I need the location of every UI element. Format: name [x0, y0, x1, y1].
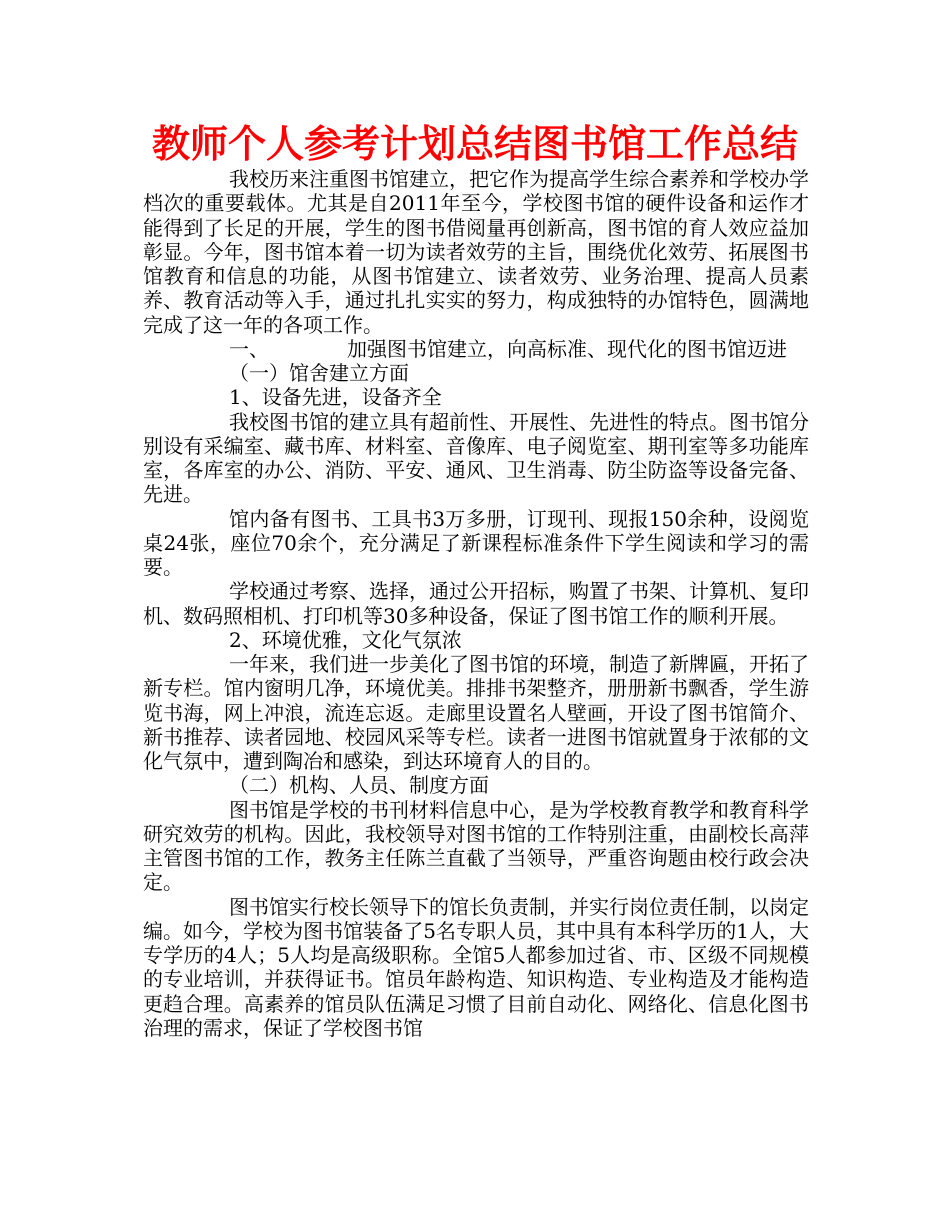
section-heading-text: 加强图书馆建立，向高标准、现代化的图书馆迈进	[347, 336, 787, 361]
body-paragraph: 学校通过考察、选择，通过公开招标，购置了书架、计算机、复印机、数码照相机、打印机等30多种设备，保证了图书馆工作的顺利开展。	[143, 579, 809, 628]
body-paragraph: 我校图书馆的建立具有超前性、开展性、先进性的特点。图书馆分别设有采编室、藏书库、材料室、音像库、电子阅览室、期刊室等多功能库室，各库室的办公、消防、平安、通风、卫生消毒、防尘防盗等设备完备、先进。	[143, 409, 809, 507]
intro-paragraph: 我校历来注重图书馆建立，把它作为提高学生综合素养和学校办学档次的重要载体。尤其是自2011年至今，学校图书馆的硬件设备和运作才能得到了长足的开展，学生的图书借阅量再创新高，图书馆的育人效应益加彰显。今年，图书馆本着一切为读者效劳的主旨，围绕优化效劳、拓展图书馆教育和信息的功能，从图书馆建立、读者效劳、业务治理、提高人员素养、教育活动等入手，通过扎扎实实的努力，构成独特的办馆特色，圆满地完成了这一年的各项工作。	[143, 167, 809, 337]
item-heading-1: 1、设备先进，设备齐全	[229, 385, 442, 410]
section-number: 一、	[229, 336, 269, 361]
body-paragraph: 图书馆是学校的书刊材料信息中心，是为学校教育教学和教育科学研究效劳的机构。因此，我校领导对图书馆的工作特别注重，由副校长高萍主管图书馆的工作，教务主任陈兰直截了当领导，严重咨询题由校行政会决定。	[143, 797, 809, 895]
item-heading-2: 2、环境优雅，文化气氛浓	[229, 627, 462, 652]
subsection-heading-1: （一）馆舍建立方面	[229, 361, 409, 385]
subsection-heading-2: （二）机构、人员、制度方面	[229, 773, 489, 798]
body-paragraph: 一年来，我们进一步美化了图书馆的环境，制造了新牌匾，开拓了新专栏。馆内窗明几净，环境优美。排排书架整齐，册册新书飘香，学生游览书海，网上冲浪，流连忘返。走廊里设置名人壁画，开设了图书馆简介、新书推荐、读者园地、校园风采等专栏。读者一进图书馆就置身于浓郁的文化气氛中，遭到陶冶和感染，到达环境育人的目的。	[143, 652, 809, 773]
body-paragraph: 图书馆实行校长领导下的馆长负责制，并实行岗位责任制，以岗定编。如今，学校为图书馆装备了5名专职人员，其中具有本科学历的1人，大专学历的4人；5人均是高级职称。全馆5人都参加过省、市、区级不同规模的专业培训，并获得证书。馆员年龄构造、知识构造、专业构造及才能构造更趋合理。高素养的馆员队伍满足习惯了目前自动化、网络化、信息化图书治理的需求，保证了学校图书馆	[143, 894, 809, 1040]
body-paragraph: 馆内备有图书、工具书3万多册，订现刊、现报150余种，设阅览桌24张，座位70余个，充分满足了新课程标准条件下学生阅读和学习的需要。	[143, 506, 809, 579]
document-body	[143, 167, 809, 1040]
document-title: 教师个人参考计划总结图书馆工作总结	[151, 122, 798, 166]
section-heading-1	[143, 337, 809, 361]
